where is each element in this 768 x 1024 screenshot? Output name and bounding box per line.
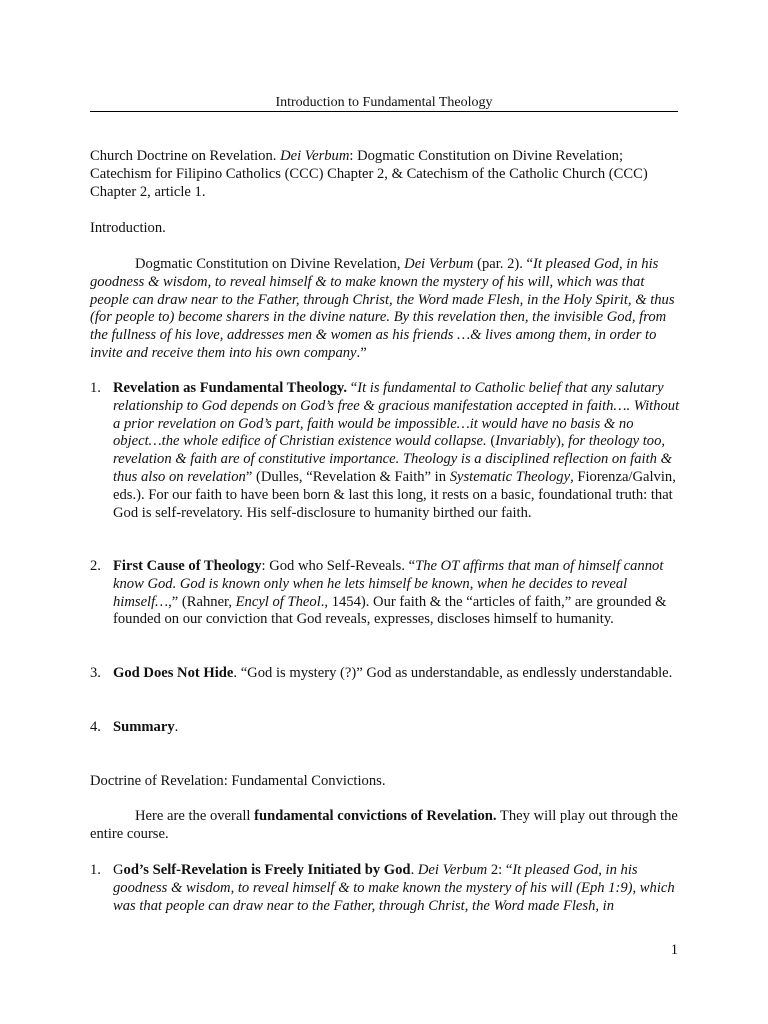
list-item-body [113, 380, 680, 522]
overall-text-1: Here are the overall [135, 808, 255, 824]
list-item-first-cause [90, 558, 680, 629]
item-title: od’s Self-Revelation is Freely Initiated by God [123, 862, 411, 878]
list-number: 2. [90, 558, 101, 574]
list-item-body [113, 558, 680, 629]
item-text: : God who Self-Reveals. “ [261, 558, 416, 574]
dv-text-4: It pleased God, in his goodness & wisdom, to reveal himself & to make known the mystery of his will, which was that people can draw near to the Father, through Christ, the Word made Flesh, in the Holy Spirit, & thus (for people to) become sharers in the divine nature. By this revelation then, the invisible God, from the fullness of his love, addresses men & women as his friends …& lives among them, in order to invite and receive them into his own company [90, 256, 675, 361]
dei-verbum-paragraph [90, 256, 680, 363]
item-text: ” (Dulles, “Revelation & Faith” in [245, 468, 450, 485]
list-item-body [113, 862, 680, 915]
intro-text-3: : Dogmatic Constitution on Divine Revelation; Catechism for Filipino Catholics (CCC) Chapter 2, & Catechism of the Catholic Church (CCC) Chapter 2, article 1. [90, 148, 648, 200]
item-title: First Cause of Theology [113, 558, 262, 574]
item-quote: Invariably [495, 433, 556, 450]
list-number: 1. [90, 862, 101, 878]
intro-paragraph [90, 148, 680, 201]
item-title: Summary [113, 719, 175, 735]
list-item-self-revelation [90, 862, 680, 915]
item-text: “ [347, 380, 358, 396]
dv-text-3: (par. 2). “ [473, 256, 534, 272]
list-number: 3. [90, 665, 101, 681]
dv-text-5: .” [356, 344, 367, 361]
page-header-title: Introduction to Fundamental Theology [275, 95, 493, 110]
header-rule [90, 111, 678, 112]
list-item-summary [90, 719, 680, 737]
overall-bold: fundamental convictions of Revelation. [254, 808, 497, 824]
intro-text-1: Church Doctrine on Revelation. [90, 148, 281, 164]
intro-text-2: Dei Verbum [280, 148, 350, 164]
item-text: G [113, 862, 124, 878]
item-text: ., 1454). Our faith & the “articles of faith,” are grounded & founded on our conviction that God reveals, expresses, discloses himself to humanity. [113, 593, 667, 628]
list-number: 4. [90, 719, 101, 735]
item-quote: Systematic Theology [449, 468, 571, 485]
item-text: , Fiorenza/Galvin, eds.). For our faith to have been born & last this long, it rests on a basic, foundational truth: that God is self-revelatory. His self-disclosure to humanity birthed our faith. [113, 468, 676, 521]
item-title: God Does Not Hide [113, 665, 234, 681]
overall-paragraph [90, 808, 680, 844]
item-quote: Encyl of Theol [235, 593, 321, 610]
item-quote: for theology too, revelation & faith are of constitutive importance. Theology is a disciplined reflection on faith & thus also on revelation [113, 433, 672, 485]
item-text: 2: “ [487, 862, 513, 878]
item-text: ( [486, 433, 496, 450]
item-quote: It is fundamental to Catholic belief that any salutary relationship to God depends on God’s free & gracious manifestation accepted in faith…. Without a prior revelation on God’s part, faith would be impossible…it would have no basis & no object…the whole edifice of Christian existence would collapse. [113, 380, 680, 450]
item-title: Revelation as Fundamental Theology. [113, 380, 348, 396]
item-text: ,” (Rahner, [168, 593, 236, 610]
item-text: ), [556, 433, 569, 450]
item-quote: It pleased God, in his goodness & wisdom, to reveal himself & to make known the mystery of his will (Eph 1:9), which was that people can draw near to the Father, through Christ, the Word made Flesh, in [113, 862, 675, 914]
list-item-body [113, 719, 680, 737]
list-item-body [113, 665, 680, 683]
item-text: . “God is mystery (?)” God as understandable, as endlessly understandable. [233, 665, 673, 681]
list-item-revelation-fundamental [90, 380, 680, 522]
dv-text-1: Dogmatic Constitution on Divine Revelation, [135, 256, 405, 272]
item-quote: Dei Verbum [417, 862, 488, 878]
list-item-god-does-not-hide [90, 665, 680, 683]
overall-text-2: They will play out through the entire course. [90, 808, 678, 842]
dv-text-2: Dei Verbum [404, 256, 474, 272]
item-quote: The OT affirms that man of himself cannot know God. God is known only when he lets himself be known, when he decides to reveal himself… [113, 558, 664, 610]
list-number: 1. [90, 380, 101, 396]
section-heading-introduction: Introduction. [90, 220, 166, 236]
item-text: . [410, 862, 418, 878]
page-number: 1 [670, 942, 678, 958]
item-text: . [174, 719, 179, 735]
section-heading-doctrine: Doctrine of Revelation: Fundamental Convictions. [90, 773, 386, 789]
